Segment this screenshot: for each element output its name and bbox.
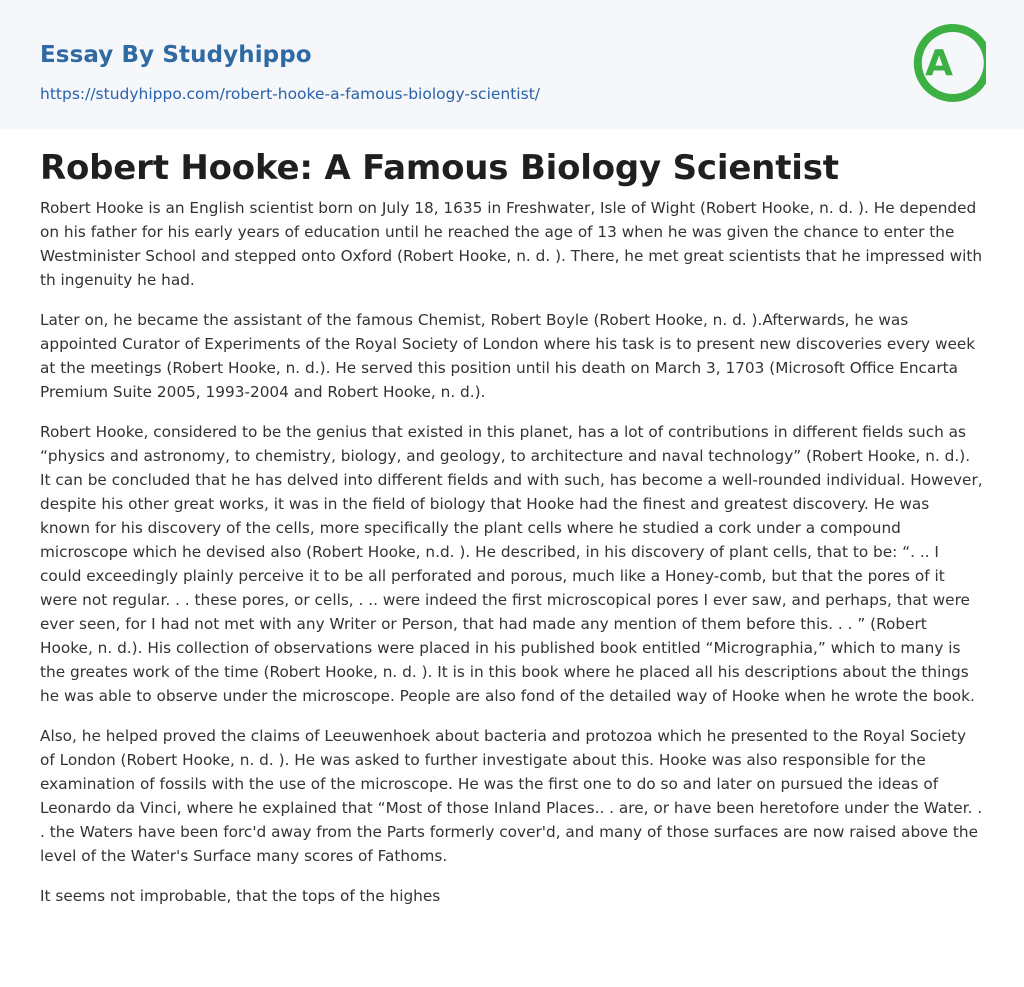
paragraph: Robert Hooke is an English scientist born on July 18, 1635 in Freshwater, Isle of Wight (Robert Hooke, n. d. ). He depended on his father for his early years of education until he reached the age of 13 when he was given the chance to enter the Westminister School and stepped onto Oxford (Robert Hooke, n. d. ). There, he met great scientists that he impressed with th ingenuity he had. <box>40 199 983 289</box>
site-header <box>0 0 1024 129</box>
paragraph: It seems not improbable, that the tops of the highes <box>40 887 441 905</box>
logo-letter: A <box>925 43 953 84</box>
article-title: Robert Hooke: A Famous Biology Scientist <box>40 148 839 188</box>
source-url-link[interactable]: https://studyhippo.com/robert-hooke-a-famous-biology-scientist/ <box>40 85 540 103</box>
site-brand[interactable]: Essay By Studyhippo <box>40 42 312 68</box>
paragraph: Also, he helped proved the claims of Leeuwenhoek about bacteria and protozoa which he presented to the Royal Society of London (Robert Hooke, n. d. ). He was asked to further investigate about this. Hooke was also responsible for the examination of fossils with the use of the microscope. He was the first one to do so and later on pursued the ideas of Leonardo da Vinci, where he explained that “Most of those Inland Places.. . are, or have been heretofore under the Water. . . the Waters have been forc'd away from the Parts formerly cover'd, and many of those surfaces are now raised above the level of the Water's Surface many scores of Fathoms. <box>40 727 983 865</box>
paragraph: Robert Hooke, considered to be the genius that existed in this planet, has a lot of contributions in different fields such as “physics and astronomy, to chemistry, biology, and geology, to architecture and naval technology” (Robert Hooke, n. d.). It can be concluded that he has delved into different fields and with such, has become a well-rounded individual. However, despite his other great works, it was in the field of biology that Hooke had the finest and greatest discovery. He was known for his discovery of the cells, more specifically the plant cells where he studied a cork under a compound microscope which he devised also (Robert Hooke, n.d. ). He described, in his discovery of plant cells, that to be: “. .. I could exceedingly plainly perceive it to be all perforated and porous, much like a Honey-comb, but that the pores of it were not regular. . . these pores, or cells, . .. were indeed the first microscopical pores I ever saw, and perhaps, that were ever seen, for I had not met with any Writer or Person, that had made any mention of them before this. . . ” (Robert Hooke, n. d.). His collection of observations were placed in his published book entitled “Micrographia,” which to many is the greates work of the time (Robert Hooke, n. d. ). It is in this book where he placed all his descriptions about the things he was able to observe under the microscope. People are also fond of the detailed way of Hooke when he wrote the book. <box>40 423 983 705</box>
studyhippo-logo-icon[interactable] <box>912 19 986 105</box>
paragraph: Later on, he became the assistant of the famous Chemist, Robert Boyle (Robert Hooke, n. d. ).Afterwards, he was appointed Curator of Experiments of the Royal Society of London where his task is to present new discoveries every week at the meetings (Robert Hooke, n. d.). He served this position until his death on March 3, 1703 (Microsoft Office Encarta Premium Suite 2005, 1993-2004 and Robert Hooke, n. d.). <box>40 311 976 401</box>
article-body <box>40 196 984 908</box>
article <box>40 146 984 924</box>
